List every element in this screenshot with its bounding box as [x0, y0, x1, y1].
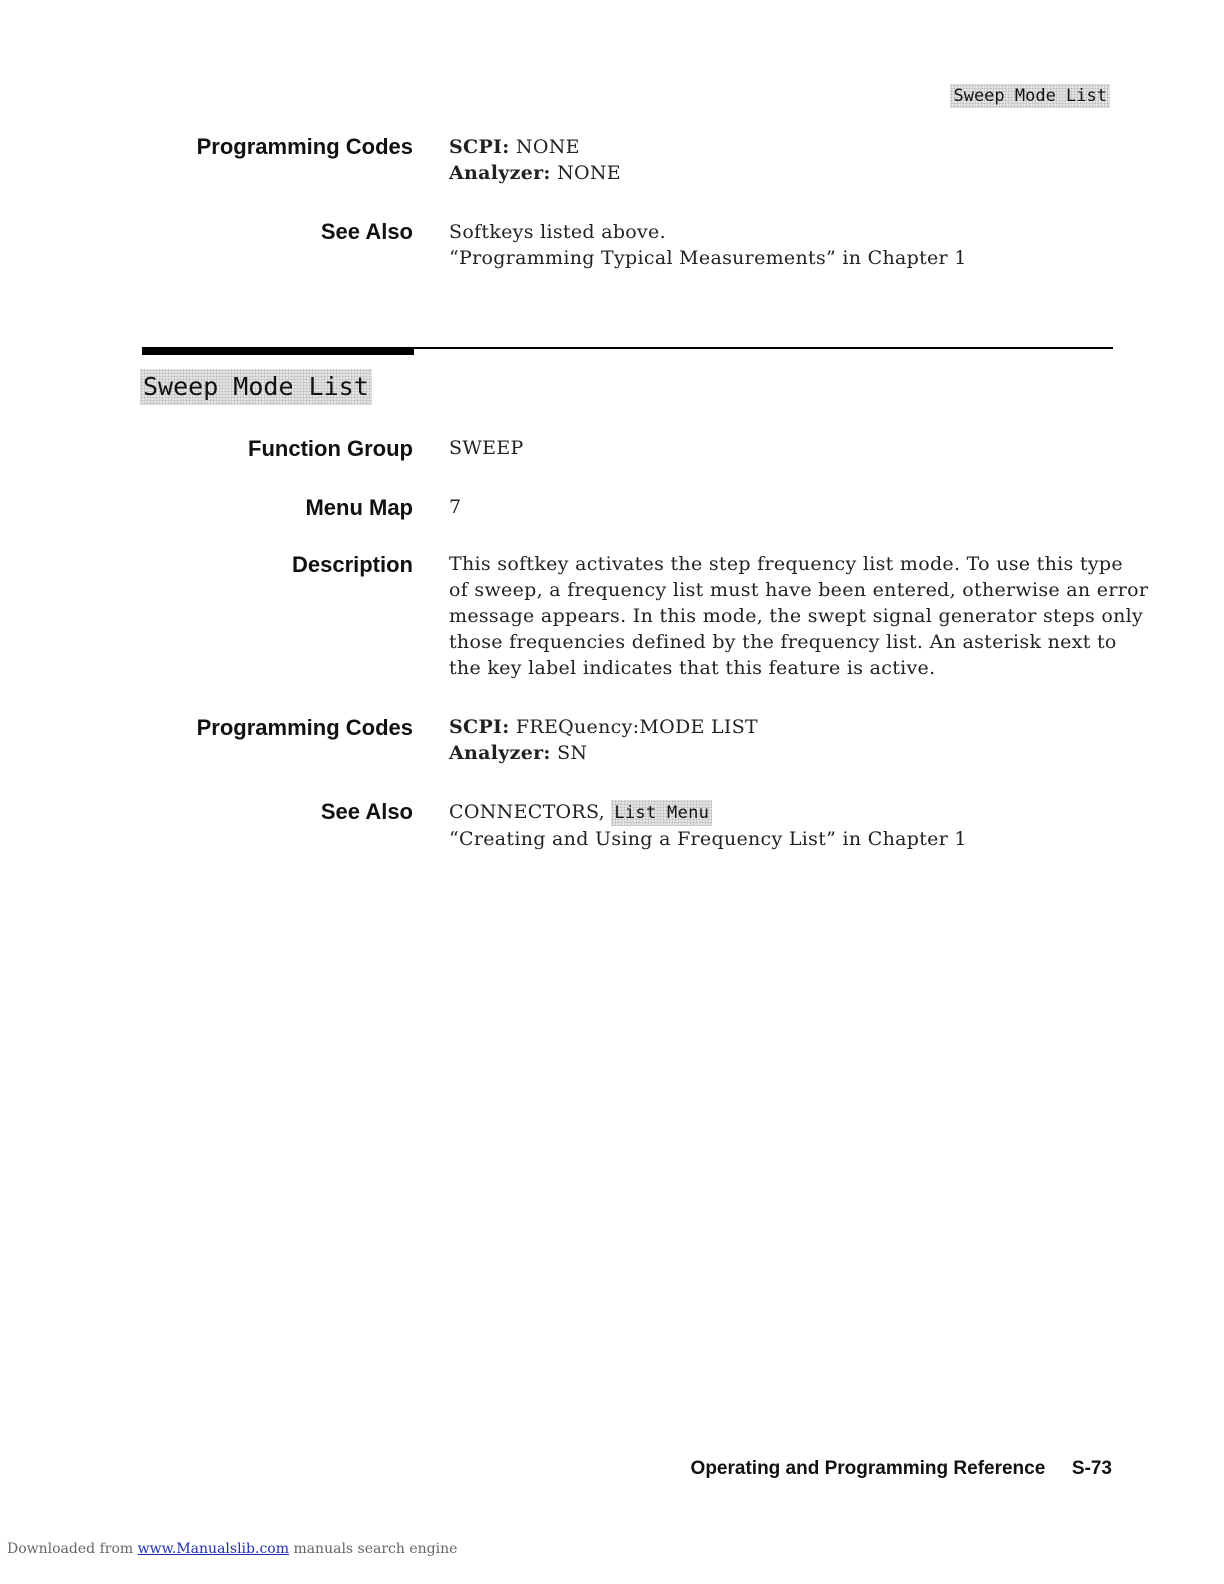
see-also-value: [449, 799, 967, 852]
analyzer-value: SN: [557, 742, 588, 764]
description-label: Description: [291, 552, 413, 577]
page-number: S-73: [1071, 1458, 1112, 1479]
download-suffix: manuals search engine: [293, 1541, 458, 1557]
section-rule-thin: [142, 347, 1113, 349]
analyzer-label: Analyzer:: [449, 742, 551, 764]
see-also-connectors: CONNECTORS,: [449, 801, 606, 823]
download-credit: [7, 1541, 457, 1557]
scpi-value: NONE: [515, 136, 580, 158]
function-group-value: SWEEP: [449, 437, 524, 459]
see-also-line: “Programming Typical Measurements” in Chapter 1: [449, 247, 967, 269]
page-footer: [691, 1458, 1112, 1480]
analyzer-label: Analyzer:: [449, 162, 551, 184]
description-text: [449, 551, 1149, 681]
description-line: of sweep, a frequency list must have been entered, otherwise an error: [449, 579, 1149, 601]
scpi-value: FREQuency:MODE LIST: [515, 716, 759, 738]
programming-codes-value: [449, 714, 758, 766]
prev-programming-codes-value: [449, 134, 621, 186]
see-also-line: Softkeys listed above.: [449, 221, 666, 243]
prev-see-also-label: See Also: [320, 219, 413, 244]
description-line: This softkey activates the step frequency list mode. To use this type: [449, 553, 1123, 575]
prev-see-also-value: [449, 219, 967, 271]
running-head: Sweep Mode List: [950, 84, 1110, 108]
menu-map-label: Menu Map: [305, 495, 413, 520]
prev-programming-codes-label: Programming Codes: [196, 134, 413, 159]
download-prefix: Downloaded from: [7, 1541, 134, 1557]
function-group-label: Function Group: [248, 436, 413, 461]
see-also-line: “Creating and Using a Frequency List” in Chapter 1: [449, 828, 967, 850]
analyzer-value: NONE: [557, 162, 621, 184]
description-line: the key label indicates that this feature is active.: [449, 657, 936, 679]
scpi-label: SCPI:: [449, 716, 510, 738]
footer-title: Operating and Programming Reference: [690, 1458, 1046, 1479]
description-line: those frequencies defined by the frequency list. An asterisk next to: [449, 631, 1117, 653]
manualslib-link[interactable]: www.Manualslib.com: [137, 1541, 289, 1557]
programming-codes-label: Programming Codes: [196, 715, 413, 740]
scpi-label: SCPI:: [449, 136, 510, 158]
menu-map-value: 7: [449, 496, 462, 518]
see-also-label: See Also: [320, 799, 413, 824]
entry-title: Sweep Mode List: [140, 369, 372, 405]
list-menu-key[interactable]: List Menu: [611, 800, 712, 826]
description-line: message appears. In this mode, the swept signal generator steps only: [449, 605, 1144, 627]
